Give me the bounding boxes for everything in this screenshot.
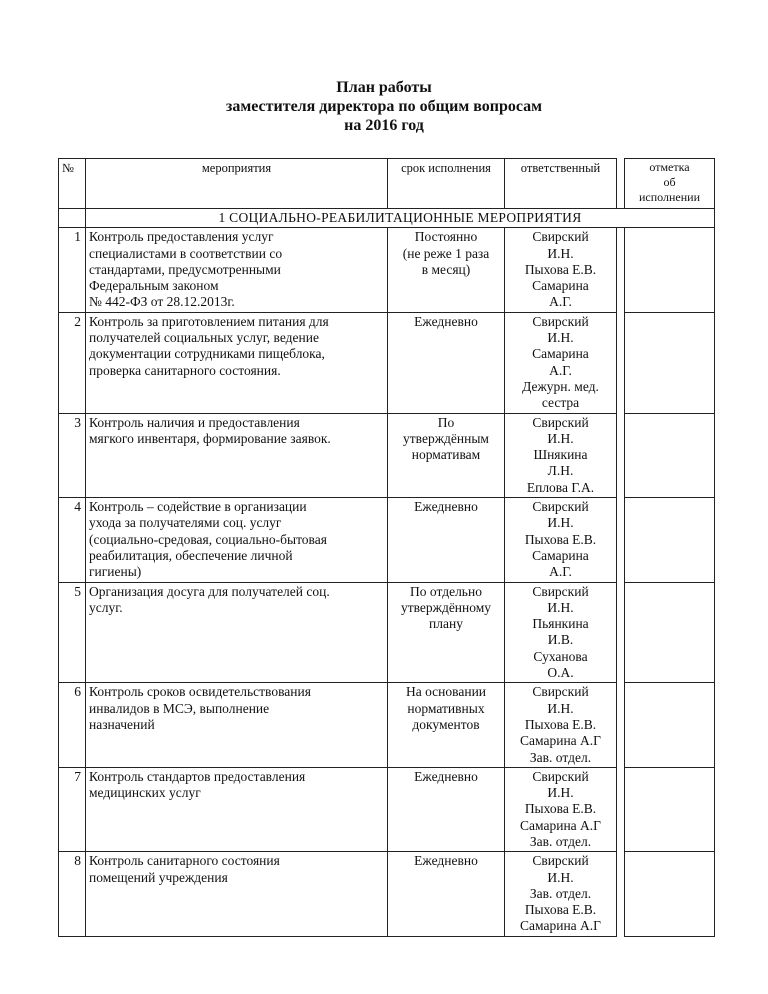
header-mark <box>625 159 715 209</box>
responsible-cell <box>505 228 617 312</box>
plan-subtitle-year: на 2016 год <box>344 117 424 134</box>
responsible-line: Самарина А.Г <box>520 918 601 934</box>
deadline-line: Ежедневно <box>414 853 478 869</box>
responsible-line: Свирский <box>532 684 589 700</box>
deadline-line: нормативам <box>411 447 481 463</box>
deadline-cell <box>388 498 505 582</box>
responsible-line: И.В. <box>547 632 574 648</box>
table-row <box>59 852 715 936</box>
responsible-line: Пьянкина <box>532 616 589 632</box>
row-number: 5 <box>59 582 86 683</box>
section-spacer <box>59 209 86 228</box>
responsible-line: Пыхова Е.В. <box>524 902 597 918</box>
table-row <box>59 582 715 683</box>
responsible-line: Л.Н. <box>547 463 574 479</box>
table-row <box>59 312 715 413</box>
plan-title: План работы <box>336 79 432 96</box>
mark-cell <box>625 683 715 767</box>
responsible-line: Самарина А.Г <box>520 817 601 833</box>
responsible-cell <box>505 498 617 582</box>
column-gap <box>617 228 625 312</box>
deadline-line: Ежедневно <box>414 768 478 784</box>
column-gap <box>617 852 625 936</box>
deadline-line: По отдельно <box>410 583 482 599</box>
responsible-line: Зав. отдел. <box>529 833 592 849</box>
header-deadline: срок исполнения <box>388 159 505 209</box>
deadline-line: в месяц) <box>421 261 471 277</box>
column-gap <box>617 582 625 683</box>
responsible-line: Шнякина <box>533 447 588 463</box>
header-mark-line: об <box>663 175 676 189</box>
responsible-line: Самарина <box>532 346 589 362</box>
responsible-line: Свирский <box>532 414 589 430</box>
responsible-line: И.Н. <box>547 700 574 716</box>
responsible-cell <box>505 852 617 936</box>
responsible-cell <box>505 767 617 851</box>
event-line: Контроль за приготовлением питания для <box>89 313 329 329</box>
deadline-cell <box>388 767 505 851</box>
event-line: получателей социальных услуг, ведение <box>89 330 319 346</box>
responsible-cell <box>505 413 617 497</box>
event-line: № 442-ФЗ от 28.12.2013г. <box>89 294 235 310</box>
responsible-line: Свирский <box>532 768 589 784</box>
event-line: проверка санитарного состояния. <box>89 362 281 378</box>
section-row <box>59 209 715 228</box>
responsible-line: Пыхова Е.В. <box>524 801 597 817</box>
event-line: специалистами в соответствии со <box>89 245 283 261</box>
responsible-line: Свирский <box>532 229 589 245</box>
deadline-line: утверждённому <box>400 599 492 615</box>
deadline-line: утверждённым <box>403 430 489 446</box>
responsible-line: Пыхова Е.В. <box>524 531 597 547</box>
header-mark-line: исполнении <box>638 190 700 204</box>
event-line: Контроль санитарного состояния <box>89 853 280 869</box>
header-mark-line: отметка <box>649 160 690 174</box>
deadline-line: нормативных <box>407 700 485 716</box>
responsible-cell <box>505 582 617 683</box>
event-cell <box>86 228 388 312</box>
deadline-cell <box>388 852 505 936</box>
column-gap <box>617 159 625 209</box>
responsible-line: Зав. отдел. <box>529 885 592 901</box>
section-title: 1 СОЦИАЛЬНО-РЕАБИЛИТАЦИОННЫЕ МЕРОПРИЯТИЯ <box>86 209 715 228</box>
event-cell <box>86 582 388 683</box>
deadline-line: документов <box>412 716 480 732</box>
responsible-line: А.Г. <box>549 294 572 310</box>
responsible-line: И.Н. <box>547 785 574 801</box>
responsible-line: Свирский <box>532 313 589 329</box>
column-gap <box>617 312 625 413</box>
deadline-cell <box>388 312 505 413</box>
mark-cell <box>625 582 715 683</box>
event-line: (социально-средовая, социально-бытовая <box>89 531 327 547</box>
event-line: мягкого инвентаря, формирование заявок. <box>89 430 331 446</box>
mark-cell <box>625 312 715 413</box>
plan-table <box>58 158 715 937</box>
mark-cell <box>625 413 715 497</box>
deadline-cell <box>388 683 505 767</box>
mark-cell <box>625 767 715 851</box>
event-cell <box>86 767 388 851</box>
event-cell <box>86 413 388 497</box>
row-number: 8 <box>59 852 86 936</box>
mark-cell <box>625 852 715 936</box>
event-line: медицинских услуг <box>89 785 201 801</box>
table-header-row <box>59 159 715 209</box>
table-row <box>59 683 715 767</box>
responsible-line: И.Н. <box>547 515 574 531</box>
event-line: Контроль наличия и предоставления <box>89 414 300 430</box>
deadline-line: Ежедневно <box>414 499 478 515</box>
plan-subtitle-position: заместителя директора по общим вопросам <box>225 98 543 115</box>
event-line: помещений учреждения <box>89 869 228 885</box>
event-line: Контроль предоставления услуг <box>89 229 274 245</box>
event-line: услуг. <box>89 599 123 615</box>
event-cell <box>86 683 388 767</box>
deadline-line: На основании <box>405 684 487 700</box>
deadline-line: Ежедневно <box>414 313 478 329</box>
responsible-line: А.Г. <box>549 362 572 378</box>
event-line: Контроль стандартов предоставления <box>89 768 306 784</box>
responsible-line: сестра <box>541 395 580 411</box>
responsible-line: Свирский <box>532 583 589 599</box>
responsible-line: Самарина А.Г <box>520 733 601 749</box>
responsible-line: А.Г. <box>549 564 572 580</box>
responsible-line: Еплова Г.А. <box>526 479 595 495</box>
event-line: стандартами, предусмотренными <box>89 261 281 277</box>
column-gap <box>617 498 625 582</box>
event-line: реабилитация, обеспечение личной <box>89 547 293 563</box>
responsible-line: И.Н. <box>547 330 574 346</box>
responsible-line: Самарина <box>532 547 589 563</box>
responsible-line: Самарина <box>532 278 589 294</box>
responsible-line: Зав. отдел. <box>529 749 592 765</box>
row-number: 3 <box>59 413 86 497</box>
column-gap <box>617 767 625 851</box>
deadline-cell <box>388 228 505 312</box>
table-row <box>59 413 715 497</box>
responsible-line: И.Н. <box>547 245 574 261</box>
responsible-line: И.Н. <box>547 430 574 446</box>
responsible-line: И.Н. <box>547 599 574 615</box>
deadline-line: плану <box>429 616 463 632</box>
responsible-line: Дежурн. мед. <box>522 378 599 394</box>
event-line: Федеральным законом <box>89 278 219 294</box>
row-number: 7 <box>59 767 86 851</box>
deadline-line: (не реже 1 раза <box>402 245 490 261</box>
mark-cell <box>625 228 715 312</box>
event-line: Организация досуга для получателей соц. <box>89 583 330 599</box>
responsible-cell <box>505 683 617 767</box>
mark-cell <box>625 498 715 582</box>
header-num: № <box>59 159 86 209</box>
responsible-line: Свирский <box>532 499 589 515</box>
header-responsible: ответственный <box>505 159 617 209</box>
table-row <box>59 228 715 312</box>
deadline-cell <box>388 413 505 497</box>
event-line: документации сотрудниками пищеблока, <box>89 346 325 362</box>
event-line: гигиены) <box>89 564 142 580</box>
row-number: 4 <box>59 498 86 582</box>
responsible-line: Суханова <box>533 648 588 664</box>
column-gap <box>617 683 625 767</box>
row-number: 1 <box>59 228 86 312</box>
header-event: мероприятия <box>86 159 388 209</box>
deadline-cell <box>388 582 505 683</box>
responsible-line: И.Н. <box>547 869 574 885</box>
column-gap <box>617 413 625 497</box>
event-cell <box>86 312 388 413</box>
event-cell <box>86 852 388 936</box>
event-line: Контроль – содействие в организации <box>89 499 307 515</box>
table-row <box>59 767 715 851</box>
event-line: Контроль сроков освидетельствования <box>89 684 311 700</box>
event-cell <box>86 498 388 582</box>
event-line: ухода за получателями соц. услуг <box>89 515 282 531</box>
responsible-line: Свирский <box>532 853 589 869</box>
responsible-line: О.А. <box>547 665 574 681</box>
event-line: назначений <box>89 716 155 732</box>
deadline-line: По <box>437 414 455 430</box>
row-number: 2 <box>59 312 86 413</box>
row-number: 6 <box>59 683 86 767</box>
deadline-line: Постоянно <box>414 229 478 245</box>
table-row <box>59 498 715 582</box>
event-line: инвалидов в МСЭ, выполнение <box>89 700 270 716</box>
responsible-cell <box>505 312 617 413</box>
responsible-line: Пыхова Е.В. <box>524 716 597 732</box>
responsible-line: Пыхова Е.В. <box>524 261 597 277</box>
